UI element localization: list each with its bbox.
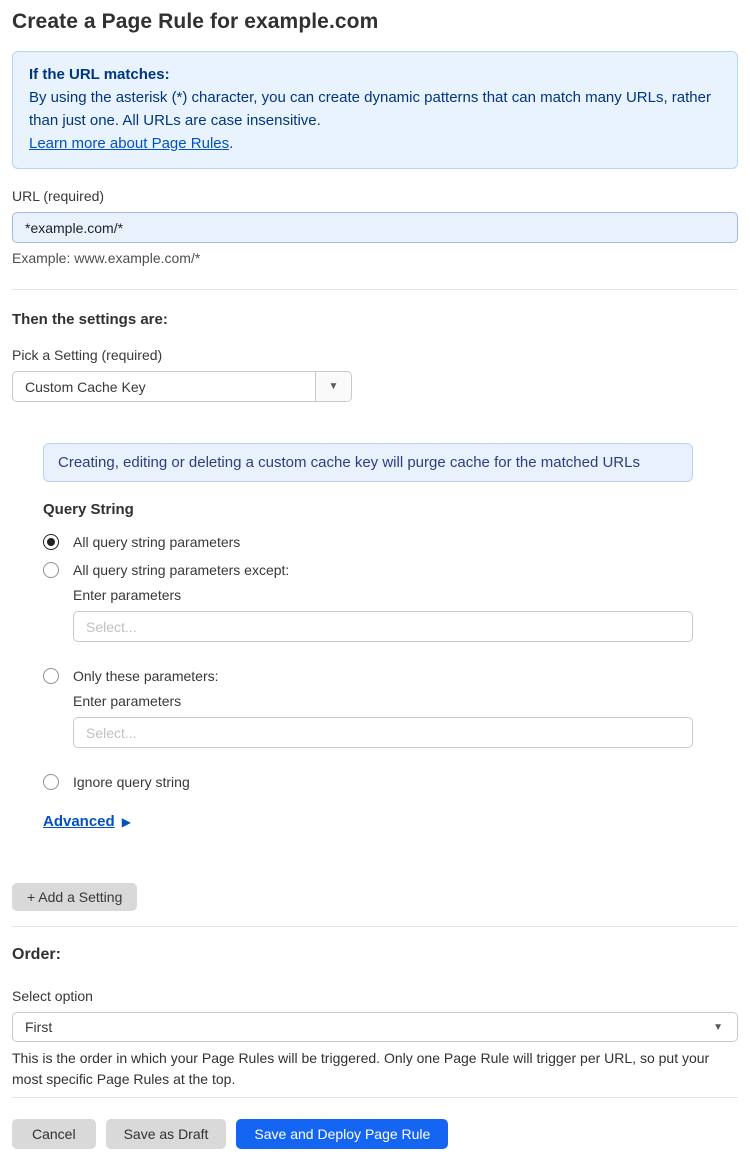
- radio-button-icon[interactable]: [43, 774, 59, 790]
- radio-option-label: Only these parameters:: [73, 668, 219, 684]
- chevron-down-icon: ▼: [713, 1021, 723, 1033]
- cache-key-notice: Creating, editing or deleting a custom cache key will purge cache for the matched URLs: [43, 443, 693, 482]
- url-match-info-box: [12, 51, 738, 169]
- pick-setting-label: Pick a Setting (required): [12, 347, 163, 363]
- radio-button-icon[interactable]: [43, 534, 59, 550]
- footer-actions: [12, 1119, 738, 1149]
- url-example-hint: Example: www.example.com/*: [12, 250, 201, 266]
- footer-divider: [12, 1097, 738, 1098]
- advanced-link-label[interactable]: Advanced: [43, 813, 115, 830]
- radio-option-label: Ignore query string: [73, 774, 190, 790]
- order-divider: [12, 926, 738, 927]
- save-and-deploy-button[interactable]: Save and Deploy Page Rule: [236, 1119, 448, 1149]
- enter-parameters-label: Enter parameters: [73, 587, 182, 603]
- query-string-heading: Query String: [43, 501, 134, 518]
- order-help-text: This is the order in which your Page Rules will be triggered. Only one Page Rule will trigger per URL, so put your most specific Page Rules at the top.: [12, 1050, 710, 1087]
- advanced-toggle[interactable]: [43, 813, 738, 830]
- order-select[interactable]: [12, 1012, 738, 1042]
- page-title: Create a Page Rule for example.com: [12, 10, 379, 33]
- radio-button-icon[interactable]: [43, 668, 59, 684]
- chevron-down-icon[interactable]: ▼: [315, 372, 351, 401]
- except-params-field: [73, 587, 738, 642]
- radio-option-label: All query string parameters except:: [73, 562, 290, 578]
- order-select-label: Select option: [12, 988, 93, 1004]
- cancel-button[interactable]: Cancel: [12, 1119, 96, 1149]
- info-box-link-line: [29, 132, 721, 155]
- radio-option-label: All query string parameters: [73, 534, 241, 550]
- radio-option-ignore-query[interactable]: [43, 774, 738, 790]
- info-box-heading: If the URL matches:: [29, 66, 170, 83]
- pick-setting-select[interactable]: [12, 371, 352, 402]
- only-params-field: [73, 693, 738, 748]
- info-box-body: By using the asterisk (*) character, you can create dynamic patterns that can match many URLs, rather than just one. All URLs are case insensitive.: [29, 89, 711, 129]
- pick-setting-value: Custom Cache Key: [25, 378, 146, 395]
- url-field-label: URL (required): [12, 188, 105, 204]
- order-heading: Order:: [12, 946, 61, 963]
- section-divider: [12, 289, 738, 290]
- only-params-input[interactable]: [73, 717, 693, 748]
- learn-more-link[interactable]: Learn more about Page Rules: [29, 135, 230, 152]
- url-input[interactable]: [12, 212, 738, 243]
- link-suffix: .: [229, 135, 234, 152]
- caret-right-icon: ▶: [121, 814, 131, 829]
- enter-parameters-label: Enter parameters: [73, 693, 182, 709]
- radio-button-icon[interactable]: [43, 562, 59, 578]
- radio-option-all-except[interactable]: [43, 562, 738, 578]
- radio-option-only-these[interactable]: [43, 668, 738, 684]
- query-string-section: [43, 501, 738, 830]
- order-select-value: First: [25, 1019, 53, 1035]
- settings-heading: Then the settings are:: [12, 311, 168, 328]
- save-as-draft-button[interactable]: Save as Draft: [106, 1119, 227, 1149]
- radio-option-all-params[interactable]: [43, 534, 738, 550]
- except-params-input[interactable]: [73, 611, 693, 642]
- add-setting-button[interactable]: + Add a Setting: [12, 883, 137, 911]
